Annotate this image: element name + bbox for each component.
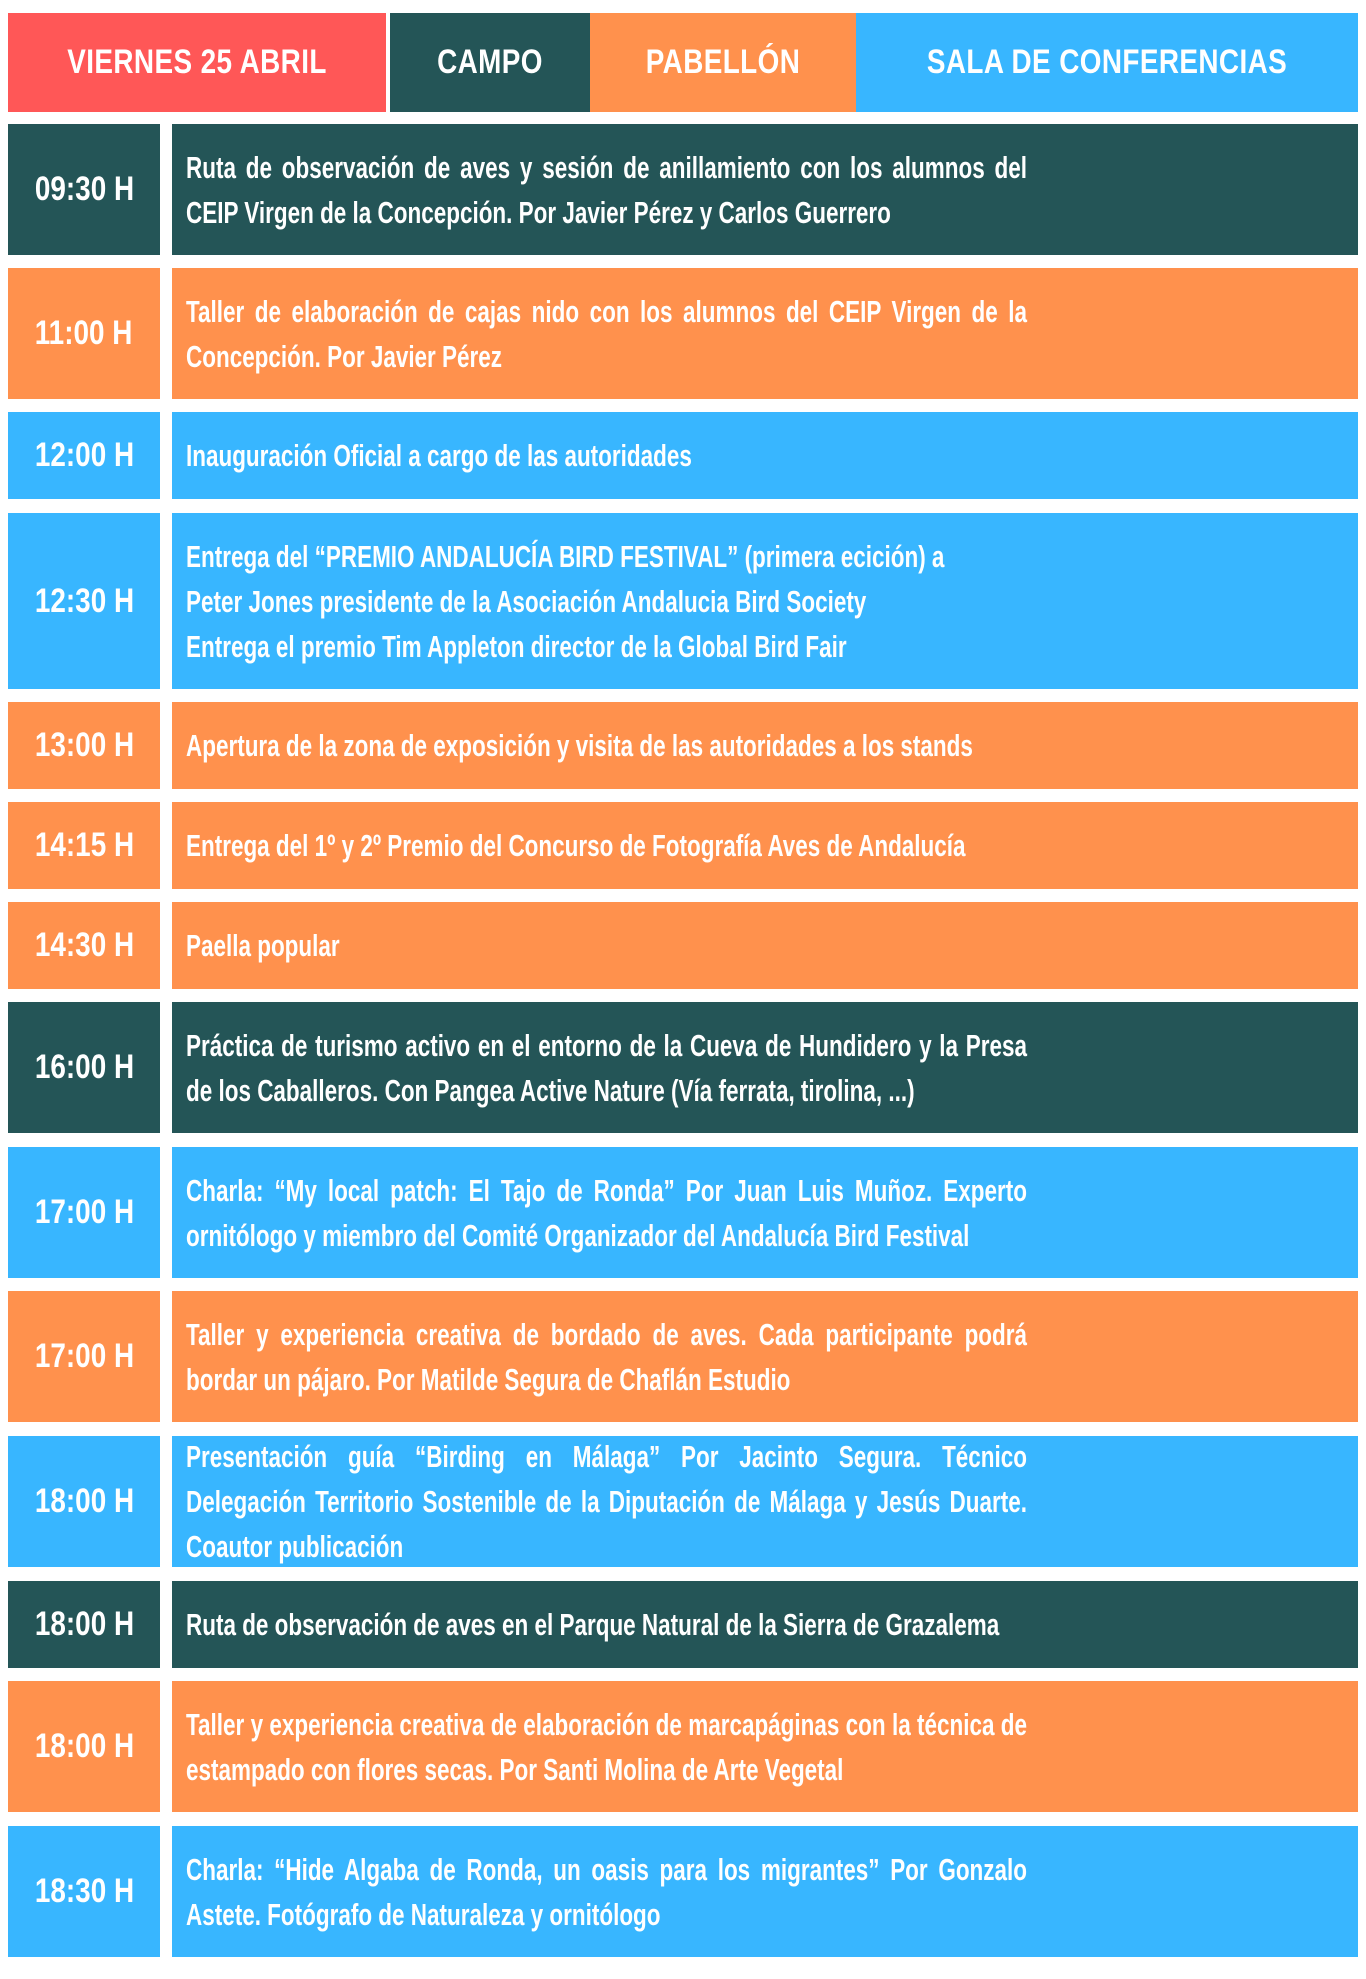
event-description: Entrega del 1º y 2º Premio del Concurso de Fotografía Aves de Andalucía [172,802,1358,889]
pabellon-legend-cell [590,13,856,112]
event-description: Presentación guía “Birding en Málaga” Por Jacinto Segura. Técnico Delegación Territorio Sostenible de la Diputación de Málaga y Jesús Duarte. Coautor publicación [172,1436,1358,1567]
campo-label: CAMPO [437,43,543,81]
event-time: 16:00 H [8,1002,160,1133]
event-time: 18:00 H [8,1681,160,1812]
event-row [8,1147,1358,1278]
event-time: 18:30 H [8,1826,160,1957]
event-description: Charla: “Hide Algaba de Ronda, un oasis para los migrantes” Por Gonzalo Astete. Fotógrafo de Naturaleza y ornitólogo [172,1826,1358,1957]
event-row [8,1291,1358,1422]
event-time: 17:00 H [8,1291,160,1422]
day-label: VIERNES 25 ABRIL [67,43,327,81]
day-header-cell [8,13,386,112]
event-time: 17:00 H [8,1147,160,1278]
event-time: 09:30 H [8,124,160,255]
campo-legend-cell [390,13,590,112]
event-time: 13:00 H [8,702,160,789]
event-row [8,1002,1358,1133]
event-row [8,802,1358,889]
event-row [8,902,1358,989]
event-row [8,268,1358,399]
event-description: Práctica de turismo activo en el entorno de la Cueva de Hundidero y la Presa de los Caballeros. Con Pangea Active Nature (Vía ferrata, tirolina, ...) [172,1002,1358,1133]
event-time: 18:00 H [8,1436,160,1567]
event-description: Taller y experiencia creativa de elaboración de marcapáginas con la técnica de estampado con flores secas. Por Santi Molina de Arte Vegetal [172,1681,1358,1812]
event-row [8,124,1358,255]
event-row [8,412,1358,499]
event-description: Taller y experiencia creativa de bordado de aves. Cada participante podrá bordar un pájaro. Por Matilde Segura de Chaflán Estudio [172,1291,1358,1422]
event-description: Paella popular [172,902,1358,989]
event-description: Ruta de observación de aves y sesión de anillamiento con los alumnos del CEIP Virgen de la Concepción. Por Javier Pérez y Carlos Guerrero [172,124,1358,255]
event-description: Entrega del “PREMIO ANDALUCÍA BIRD FESTIVAL” (primera ecición) a Peter Jones presidente de la Asociación Andalucia Bird Society Entrega el premio Tim Appleton director de la Global Bird Fair [172,513,1358,689]
event-row [8,1681,1358,1812]
event-row [8,1581,1358,1668]
event-description: Charla: “My local patch: El Tajo de Ronda” Por Juan Luis Muñoz. Experto ornitólogo y miembro del Comité Organizador del Andalucía Bird Festival [172,1147,1358,1278]
event-description: Apertura de la zona de exposición y visita de las autoridades a los stands [172,702,1358,789]
sala-legend-cell [856,13,1358,112]
event-time: 14:30 H [8,902,160,989]
event-time: 14:15 H [8,802,160,889]
event-time: 12:00 H [8,412,160,499]
event-description: Inauguración Oficial a cargo de las autoridades [172,412,1358,499]
event-row [8,1826,1358,1957]
sala-label: SALA DE CONFERENCIAS [926,43,1288,81]
event-row [8,702,1358,789]
event-time: 11:00 H [8,268,160,399]
event-description: Ruta de observación de aves en el Parque Natural de la Sierra de Grazalema [172,1581,1358,1668]
event-row [8,513,1358,689]
pabellon-label: PABELLÓN [645,43,801,81]
schedule-header [8,13,1358,112]
event-time: 12:30 H [8,513,160,689]
event-time: 18:00 H [8,1581,160,1668]
event-description: Taller de elaboración de cajas nido con los alumnos del CEIP Virgen de la Concepción. Por Javier Pérez [172,268,1358,399]
event-row [8,1436,1358,1567]
